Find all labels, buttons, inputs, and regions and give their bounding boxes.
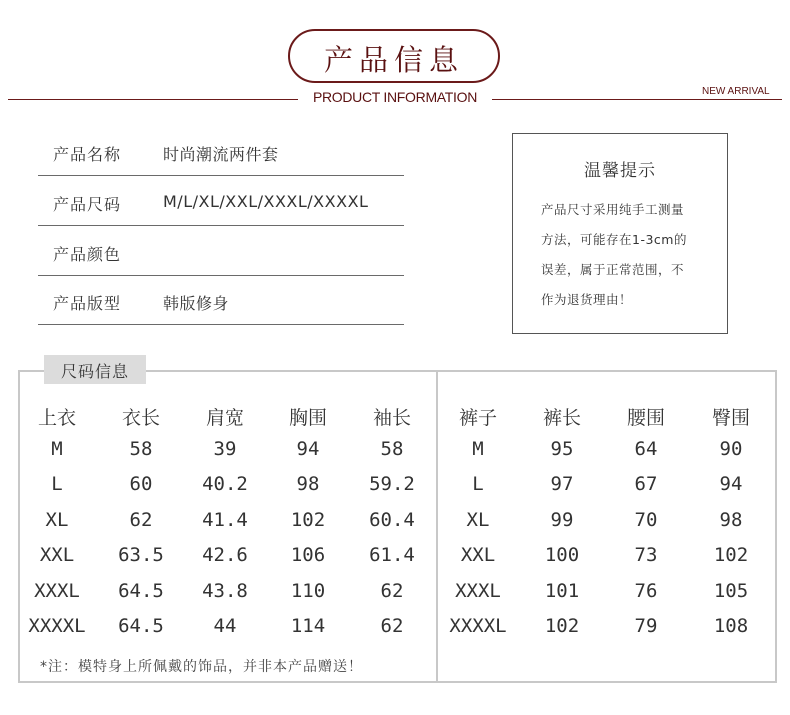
pants-table-cell: XXXL [455,579,501,602]
info-row-name [38,128,404,176]
pants-table-cell: 67 [634,473,658,496]
size-tab-label: 尺码信息 [60,362,129,381]
pants-table-cell: 73 [634,544,658,567]
pants-table-cell: 102 [713,544,749,567]
top-table-cell: 41.4 [202,508,248,531]
top-table-cell: 44 [213,615,237,637]
top-table-cell: 43.8 [202,579,248,602]
pants-table-cell: XL [466,508,490,531]
pants-table-cell: 76 [634,579,658,602]
pants-table-cell: 108 [713,615,749,637]
tip-box [512,133,728,334]
top-table-cell: 59.2 [369,473,415,496]
pants-table-cell: 105 [713,579,749,602]
tip-line: 方法，可能存在1-3cm的 [541,232,687,247]
info-label: 产品版型 [53,294,122,313]
top-header-cell: 上衣 [37,407,76,429]
info-label: 产品名称 [53,145,122,164]
top-table-cell: 110 [290,579,326,602]
info-row-size [38,178,404,226]
pants-table-cell: 95 [550,438,574,460]
tip-line: 产品尺寸采用纯手工测量 [541,202,685,217]
top-header-cell: 胸围 [288,407,327,429]
top-table-cell: 60.4 [369,508,415,531]
page-subtitle: PRODUCT INFORMATION [300,89,490,105]
pants-table-cell: 102 [544,615,580,637]
top-table-cell: 58 [129,438,153,460]
header-rule-left [8,99,298,100]
top-header-cell: 肩宽 [205,407,244,429]
pants-table-cell: XXL [460,544,496,567]
top-table-cell: 39 [213,438,237,460]
top-header-cell: 衣长 [121,407,160,429]
info-value: 时尚潮流两件套 [163,145,279,164]
pants-table-cell: 94 [719,473,743,496]
page-title: 产品信息 [323,43,464,77]
pants-header-cell: 臀围 [711,407,750,429]
top-table-cell: 40.2 [202,473,248,496]
top-table-cell: XL [45,508,69,531]
tip-line: 误差，属于正常范围，不 [541,262,685,277]
pants-table-cell: 79 [634,615,658,637]
top-table-cell: 98 [296,473,320,496]
pants-header-cell: 裤子 [458,407,497,429]
info-value: M/L/XL/XXL/XXXL/XXXXL [163,192,369,211]
info-row-fit [38,277,404,325]
size-tab [44,355,146,384]
pants-table-cell: L [472,473,484,496]
info-value: 韩版修身 [163,294,230,313]
pants-table-cell: 70 [634,508,658,531]
tip-title: 温馨提示 [584,161,656,181]
top-table-cell: 61.4 [369,544,415,567]
top-table-cell: 63.5 [118,544,164,567]
top-table-cell: 106 [290,544,326,567]
top-table-cell: 64.5 [118,579,164,602]
info-row-color [38,228,404,276]
footnote: *注：模特身上所佩戴的饰品，并非本产品赠送！ [40,659,363,675]
pants-table-cell: 64 [634,438,658,460]
pants-table-cell: 97 [550,473,574,496]
top-table-cell: 102 [290,508,326,531]
pants-table-cell: 100 [544,544,580,567]
info-label: 产品尺码 [53,195,122,214]
pants-table-cell: 101 [544,579,580,602]
pants-header-cell: 腰围 [626,407,665,429]
header-rule-right [492,99,782,100]
title-badge [288,29,500,83]
top-table-cell: 64.5 [118,615,164,637]
top-table-cell: XXL [39,544,75,567]
top-table-cell: 114 [290,615,326,637]
pants-table-cell: M [472,438,484,460]
top-table-cell: 60 [129,473,153,496]
top-table-cell: 62 [380,579,404,602]
top-table-cell: 58 [380,438,404,460]
pants-table-cell: 90 [719,438,743,460]
top-table-cell: 42.6 [202,544,248,567]
top-table-cell: L [51,473,63,496]
top-table-cell: 62 [129,508,153,531]
pants-header-cell: 裤长 [542,407,581,429]
top-table-cell: 62 [380,615,404,637]
info-label: 产品颜色 [53,245,122,264]
pants-table-cell: 98 [719,508,743,531]
tip-line: 作为退货理由！ [541,292,633,307]
top-table-cell: XXXXL [28,615,86,637]
pants-table-cell: XXXXL [449,615,507,637]
top-header-cell: 袖长 [372,407,411,429]
top-table-cell: M [51,438,63,460]
new-arrival-tag: NEW ARRIVAL [702,86,770,97]
pants-table-cell: 99 [550,508,574,531]
top-table-cell: XXXL [34,579,80,602]
top-table-cell: 94 [296,438,320,460]
